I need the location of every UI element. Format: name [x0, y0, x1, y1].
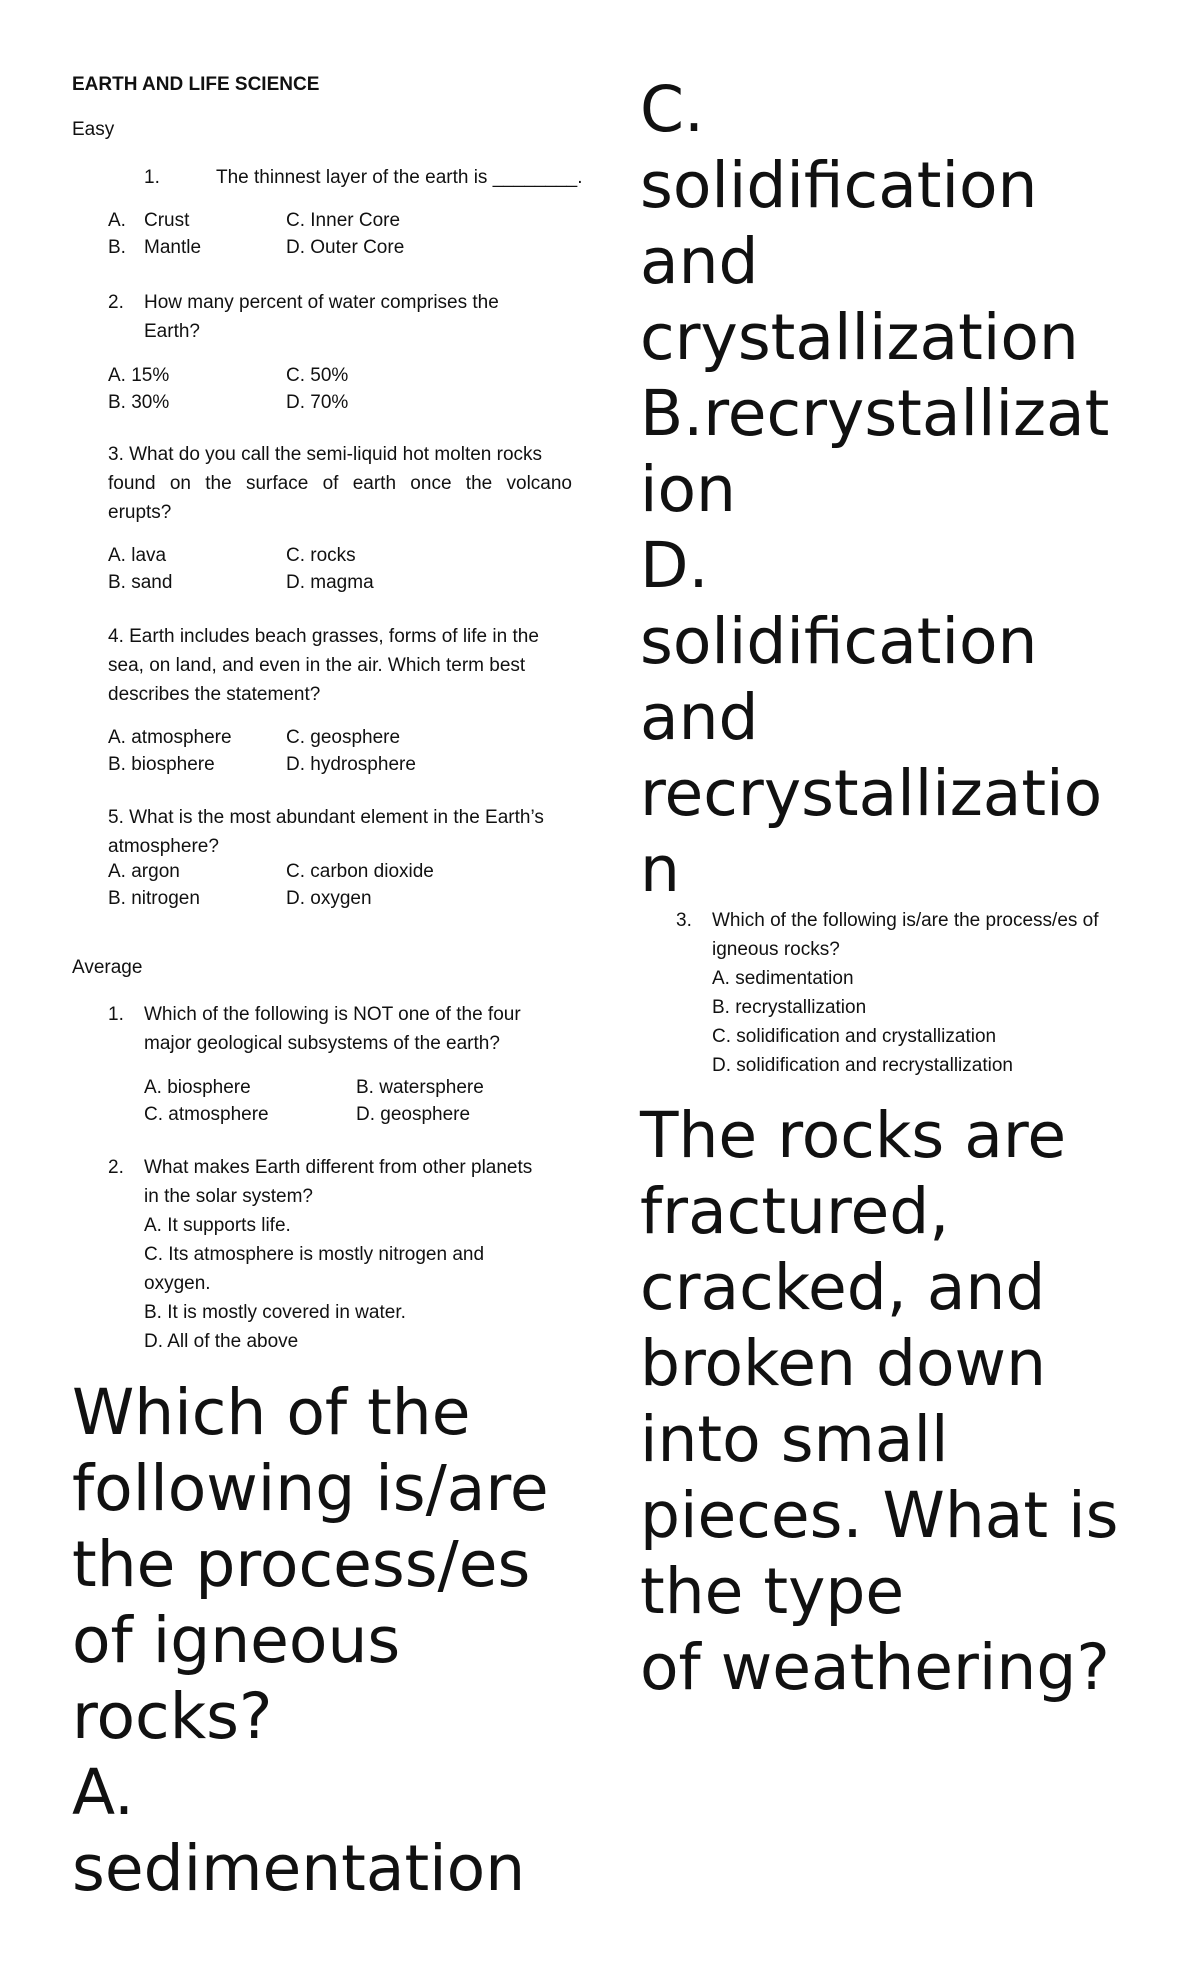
option-d: D. magma	[286, 572, 374, 593]
option-d: D. Outer Core	[286, 237, 405, 258]
option-b: B. recrystallization	[712, 997, 867, 1018]
option-c: C. solidification and crystallization	[712, 1026, 997, 1047]
option-c: C. Inner Core	[286, 210, 401, 231]
option-c: C. 50%	[286, 365, 349, 386]
section-label-easy: Easy	[72, 119, 115, 140]
large-text-line: B.recrystallizat	[640, 377, 1110, 450]
option-a: A. argon	[108, 861, 180, 882]
easy-question-4: 4. Earth includes beach grasses, forms of life in the sea, on land, and even in the air. Which term best describes the statement?	[108, 626, 539, 705]
option-d: D. 70%	[286, 392, 349, 413]
option-a: A. It supports life.	[144, 1215, 291, 1236]
option-b: B. It is mostly covered in water.	[144, 1302, 406, 1323]
easy-question-3: 3. What do you call the semi-liquid hot molten rocks found on the surface of earth once the volcano erupts?	[108, 444, 572, 523]
section-label-average: Average	[72, 957, 143, 978]
large-text-line: into small	[640, 1403, 949, 1476]
option-b: B. nitrogen	[108, 888, 200, 909]
option-d: D. All of the above	[144, 1331, 299, 1352]
option-c: C. carbon dioxide	[286, 861, 434, 882]
large-text-line: of weathering?	[640, 1631, 1110, 1704]
option-d: D. oxygen	[286, 888, 372, 909]
question-text: The thinnest layer of the earth is ________.	[216, 167, 583, 188]
option-b: B. 30%	[108, 392, 170, 413]
option-b: B. sand	[108, 572, 173, 593]
large-text-line: crystallization	[640, 301, 1079, 374]
option-d: D. hydrosphere	[286, 754, 416, 775]
large-text-line: and	[640, 681, 759, 754]
large-text-line: The rocks are	[640, 1099, 1067, 1172]
average-question-1: 1. Which of the following is NOT one of the four major geological subsystems of the earth?	[108, 1000, 548, 1058]
option-d: D. geosphere	[356, 1104, 471, 1125]
option-c: C. rocks	[286, 545, 356, 566]
question-number: 1.	[144, 167, 160, 188]
easy-question-5: 5. What is the most abundant element in the Earth’s atmosphere?	[108, 807, 544, 857]
option-c: C. Its atmosphere is mostly nitrogen and	[144, 1244, 485, 1265]
option-a: A. 15%	[108, 365, 170, 386]
large-text-line: C.	[640, 73, 705, 146]
option-a: A. sedimentation	[712, 968, 854, 989]
large-text-line: A.	[72, 1756, 135, 1829]
large-text-line: solidification	[640, 149, 1038, 222]
option-c: C. geosphere	[286, 727, 401, 748]
large-text-line: D.	[640, 529, 709, 602]
large-text-line: cracked, and	[640, 1251, 1046, 1324]
option-a: A. atmosphere	[108, 727, 232, 748]
large-text-line: n	[640, 833, 680, 906]
question-number: 2.	[108, 1157, 124, 1178]
large-text-line: solidification	[640, 605, 1038, 678]
right-question-3: 3. Which of the following is/are the process/es of igneous rocks? A. sedimentation B. recrystallization C. solidification and crystallization D. solidification and recrystallization	[676, 906, 1156, 1080]
option-a: A. Crust	[108, 210, 190, 231]
large-text-line: Which of the	[72, 1376, 471, 1449]
large-text-line: broken down	[640, 1327, 1046, 1400]
large-text-line: of igneous	[72, 1604, 401, 1677]
large-text-line: fractured,	[640, 1175, 950, 1248]
large-text-line: rocks?	[72, 1680, 273, 1753]
easy-question-2: 2. How many percent of water comprises the Earth?	[108, 288, 548, 346]
question-number: 3.	[676, 910, 692, 931]
large-text-line: and	[640, 225, 759, 298]
large-text-line: ion	[640, 453, 736, 526]
document-title: EARTH AND LIFE SCIENCE	[72, 74, 320, 95]
option-a: A. lava	[108, 545, 167, 566]
large-text-line: recrystallizatio	[640, 757, 1103, 830]
large-text-line: pieces. What is	[640, 1479, 1119, 1552]
option-d: D. solidification and recrystallization	[712, 1055, 1013, 1076]
question-number: 1.	[108, 1004, 124, 1025]
option-b: B. Mantle	[108, 237, 202, 258]
option-b: B. biosphere	[108, 754, 215, 775]
large-text-line: the type	[640, 1555, 905, 1628]
large-text-line: the process/es	[72, 1528, 531, 1601]
question-number: 2.	[108, 292, 124, 313]
large-text-line: sedimentation	[72, 1832, 526, 1905]
average-question-2: 2. What makes Earth different from other planets in the solar system? A. It supports life. C. Its atmosphere is mostly nitrogen and oxygen. B. It is mostly covered in water. D. All of the above	[108, 1153, 548, 1327]
option-c: C. atmosphere	[144, 1104, 269, 1125]
large-text-line: following is/are	[72, 1452, 549, 1525]
option-b: B. watersphere	[356, 1077, 484, 1098]
option-a: A. biosphere	[144, 1077, 251, 1098]
